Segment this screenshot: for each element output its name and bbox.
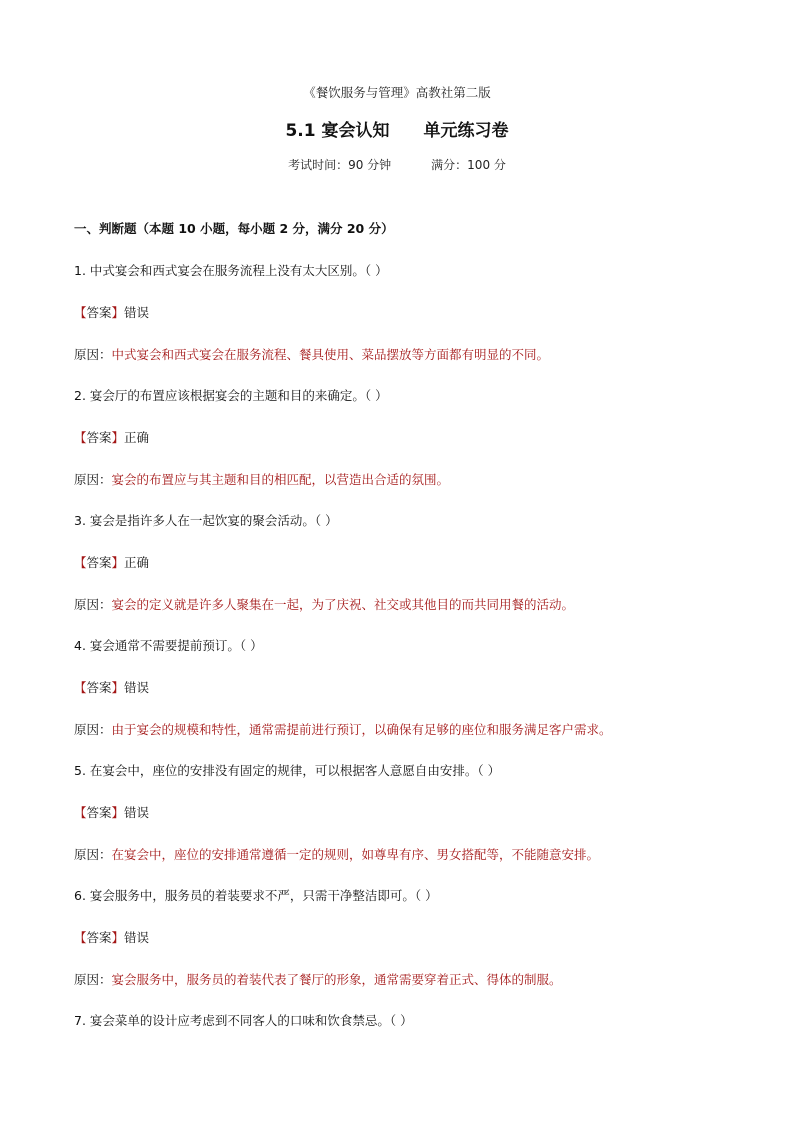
- answer-value: 错误: [124, 805, 150, 820]
- question-text: 2. 宴会厅的布置应该根据宴会的主题和目的来确定。（ ）: [74, 388, 388, 403]
- answer-value: 正确: [124, 555, 150, 570]
- question-item: [74, 761, 734, 886]
- full-score: 满分：100 分: [431, 158, 506, 172]
- answer-line: 【答案】正确: [74, 430, 150, 445]
- answer-value: 错误: [124, 680, 150, 695]
- answer-label: 答案: [86, 805, 112, 820]
- title-right: 单元练习卷: [423, 121, 509, 141]
- question-item: [74, 511, 734, 636]
- question-text: 4. 宴会通常不需要提前预订。（ ）: [74, 638, 263, 653]
- answer-value: 错误: [124, 305, 150, 320]
- question-text: 5. 在宴会中，座位的安排没有固定的规律，可以根据客人意愿自由安排。（ ）: [74, 763, 501, 778]
- answer-line: 【答案】错误: [74, 305, 150, 320]
- question-text: 6. 宴会服务中，服务员的着装要求不严，只需干净整洁即可。（ ）: [74, 888, 438, 903]
- answer-label: 答案: [86, 305, 112, 320]
- answer-label: 答案: [86, 680, 112, 695]
- reason-line: 原因：宴会服务中，服务员的着装代表了餐厅的形象，通常需要穿着正式、得体的制服。: [74, 972, 562, 987]
- answer-label: 答案: [86, 430, 112, 445]
- question-text: 7. 宴会菜单的设计应考虑到不同客人的口味和饮食禁忌。（ ）: [74, 1013, 413, 1028]
- question-item: [74, 261, 734, 386]
- question-item: [74, 636, 734, 761]
- document-subtitle: 《餐饮服务与管理》高教社第二版: [303, 85, 491, 100]
- exam-info: [0, 156, 794, 173]
- question-item: [74, 1011, 734, 1136]
- document-title: [0, 116, 794, 141]
- title-left: 5.1 宴会认知: [285, 121, 390, 141]
- section-heading: 一、判断题（本题 10 小题，每小题 2 分，满分 20 分）: [74, 221, 394, 236]
- reason-line: 原因：在宴会中，座位的安排通常遵循一定的规则，如尊卑有序、男女搭配等，不能随意安排。: [74, 847, 600, 862]
- reason-text: 宴会的布置应与其主题和目的相匹配，以营造出合适的氛围。: [111, 472, 450, 487]
- question-list: [74, 261, 734, 1136]
- question-text: 3. 宴会是指许多人在一起饮宴的聚会活动。（ ）: [74, 513, 338, 528]
- answer-value: 正确: [124, 430, 150, 445]
- answer-line: 【答案】错误: [74, 805, 150, 820]
- reason-line: 原因：由于宴会的规模和特性，通常需提前进行预订，以确保有足够的座位和服务满足客户需求。: [74, 722, 612, 737]
- reason-text: 宴会服务中，服务员的着装代表了餐厅的形象，通常需要穿着正式、得体的制服。: [111, 972, 562, 987]
- reason-text: 中式宴会和西式宴会在服务流程、餐具使用、菜品摆放等方面都有明显的不同。: [111, 347, 550, 362]
- reason-text: 在宴会中，座位的安排通常遵循一定的规则，如尊卑有序、男女搭配等，不能随意安排。: [111, 847, 600, 862]
- question-item: [74, 886, 734, 1011]
- answer-label: 答案: [86, 930, 112, 945]
- reason-line: 原因：宴会的布置应与其主题和目的相匹配，以营造出合适的氛围。: [74, 472, 450, 487]
- reason-text: 宴会的定义就是许多人聚集在一起，为了庆祝、社交或其他目的而共同用餐的活动。: [111, 597, 575, 612]
- answer-line: 【答案】错误: [74, 930, 150, 945]
- answer-line: 【答案】错误: [74, 680, 150, 695]
- exam-time: 考试时间：90 分钟: [288, 158, 392, 172]
- answer-label: 答案: [86, 555, 112, 570]
- question-item: [74, 386, 734, 511]
- reason-line: 原因：中式宴会和西式宴会在服务流程、餐具使用、菜品摆放等方面都有明显的不同。: [74, 347, 550, 362]
- reason-text: 由于宴会的规模和特性，通常需提前进行预订，以确保有足够的座位和服务满足客户需求。: [111, 722, 612, 737]
- answer-value: 错误: [124, 930, 150, 945]
- reason-line: 原因：宴会的定义就是许多人聚集在一起，为了庆祝、社交或其他目的而共同用餐的活动。: [74, 597, 575, 612]
- answer-line: 【答案】正确: [74, 555, 150, 570]
- question-text: 1. 中式宴会和西式宴会在服务流程上没有太大区别。（ ）: [74, 263, 388, 278]
